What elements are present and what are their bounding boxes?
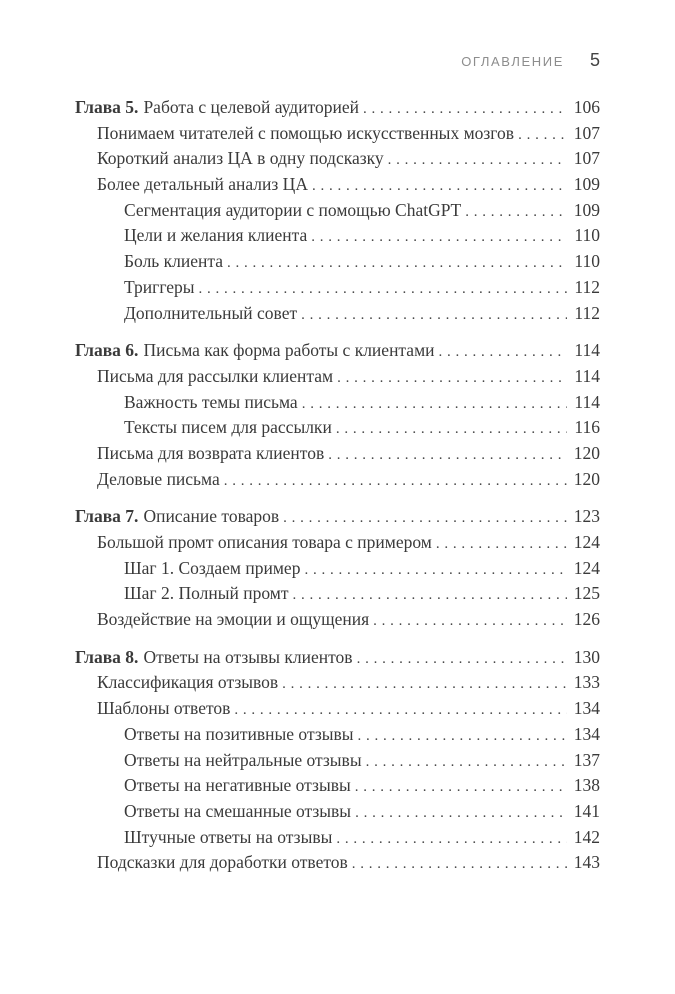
toc-chapter-entry (75, 645, 600, 671)
dot-leader (311, 223, 567, 251)
toc-entry-title: Боль клиента (124, 251, 224, 272)
toc-entry-page: 110 (574, 251, 600, 272)
dot-leader (373, 607, 567, 635)
toc-chapter-entry (75, 338, 600, 364)
toc-entry-page: 107 (573, 122, 600, 143)
toc-entry-page: 130 (573, 646, 600, 667)
toc-entry (75, 530, 600, 556)
toc-entry (75, 696, 600, 722)
dot-leader (328, 441, 567, 469)
dot-leader (518, 121, 567, 149)
toc-entry-title: Воздействие на эмоции и ощущения (97, 609, 370, 630)
toc-entry-title: Шаг 2. Полный промт (124, 583, 289, 604)
toc-entry-page: 120 (573, 442, 600, 463)
dot-leader (199, 275, 567, 303)
toc-section (75, 504, 600, 632)
toc-entry-page: 142 (573, 826, 600, 847)
toc-entry-page: 114 (574, 340, 600, 361)
dot-leader (366, 748, 567, 776)
dot-leader (224, 467, 567, 495)
chapter-title-text: Письма как форма работы с клиентами (143, 340, 435, 361)
toc-entry (75, 121, 600, 147)
toc-entry (75, 467, 600, 493)
toc-entry-page: 110 (574, 225, 600, 246)
toc-entry-page: 143 (573, 852, 600, 873)
dot-leader (363, 95, 567, 123)
toc-chapter-entry (75, 95, 600, 121)
toc-entry-page: 109 (573, 174, 600, 195)
toc-chapter-entry (75, 504, 600, 530)
toc (75, 95, 600, 876)
toc-entry (75, 748, 600, 774)
toc-entry (75, 441, 600, 467)
dot-leader (352, 850, 567, 878)
toc-section (75, 645, 600, 876)
toc-entry-title: Ответы на негативные отзывы (124, 775, 351, 796)
toc-entry-title: Шаг 1. Создаем пример (124, 557, 301, 578)
toc-entry-page: 138 (573, 775, 600, 796)
toc-entry (75, 670, 600, 696)
dot-leader (304, 556, 567, 584)
dot-leader (388, 146, 567, 174)
dot-leader (234, 696, 567, 724)
dot-leader (436, 530, 567, 558)
toc-entry-title: Короткий анализ ЦА в одну подсказку (97, 148, 384, 169)
toc-entry (75, 607, 600, 633)
toc-entry-page: 116 (574, 417, 600, 438)
toc-entry-title: Ответы на смешанные отзывы (124, 800, 352, 821)
dot-leader (358, 722, 567, 750)
dot-leader (336, 415, 567, 443)
chapter-title-text: Ответы на отзывы клиентов (143, 646, 353, 667)
dot-leader (337, 364, 567, 392)
toc-entry (75, 556, 600, 582)
chapter-number-label: Глава 5. (75, 97, 139, 117)
toc-entry-title: Ответы на нейтральные отзывы (124, 749, 362, 770)
toc-entry-title (75, 95, 359, 121)
toc-entry (75, 223, 600, 249)
dot-leader (301, 301, 567, 329)
toc-entry-title (75, 504, 279, 530)
running-head-title: ОГЛАВЛЕНИЕ (461, 54, 564, 69)
toc-entry-page: 133 (573, 672, 600, 693)
dot-leader (465, 198, 567, 226)
dot-leader (227, 249, 567, 277)
toc-entry-title: Большой промт описания товара с примером (97, 532, 432, 552)
toc-entry (75, 799, 600, 825)
toc-entry-title: Шаблоны ответов (97, 698, 231, 719)
dot-leader (355, 773, 567, 801)
toc-entry-page: 126 (573, 609, 600, 630)
toc-entry-title: Ответы на позитивные отзывы (124, 723, 354, 744)
toc-entry (75, 364, 600, 390)
toc-entry (75, 172, 600, 198)
dot-leader (439, 338, 567, 366)
dot-leader (283, 504, 567, 532)
toc-entry (75, 415, 600, 441)
toc-entry-page: 124 (573, 557, 600, 578)
toc-entry-page: 125 (573, 583, 600, 604)
toc-entry-page: 120 (573, 468, 600, 489)
toc-entry-title: Тексты писем для рассылки (124, 417, 332, 438)
toc-entry (75, 773, 600, 799)
toc-section (75, 338, 600, 492)
chapter-number-label: Глава 7. (75, 506, 139, 527)
toc-entry-title: Важность темы письма (124, 391, 298, 412)
toc-entry-page: 123 (573, 506, 600, 527)
toc-entry-title: Дополнительный совет (124, 302, 298, 323)
toc-entry-page: 109 (573, 199, 600, 220)
toc-entry-title (75, 338, 435, 364)
dot-leader (312, 172, 567, 200)
toc-entry (75, 581, 600, 607)
toc-entry (75, 146, 600, 172)
toc-entry (75, 249, 600, 275)
dot-leader (355, 799, 567, 827)
chapter-title-text: Описание товаров (143, 506, 280, 527)
toc-entry-title: Понимаем читателей с помощью искусственных мозгов (97, 122, 515, 143)
toc-entry-page: 106 (573, 97, 600, 117)
toc-entry-page: 114 (574, 365, 600, 386)
toc-entry-title: Триггеры (124, 276, 195, 297)
chapter-number-label: Глава 6. (75, 340, 139, 361)
toc-entry-page: 137 (573, 749, 600, 770)
toc-entry-page: 112 (574, 302, 600, 323)
toc-entry-page: 141 (573, 800, 600, 821)
running-head (461, 50, 600, 71)
chapter-number-label: Глава 8. (75, 646, 139, 667)
toc-entry (75, 301, 600, 327)
toc-entry (75, 390, 600, 416)
toc-entry-title: Деловые письма (97, 468, 220, 489)
toc-entry-page: 112 (574, 276, 600, 297)
toc-entry-title: Классификация отзывов (97, 672, 279, 693)
chapter-title-text: Работа с целевой аудиторией (143, 97, 359, 117)
toc-entry-title: Подсказки для доработки ответов (97, 852, 348, 873)
dot-leader (302, 390, 567, 418)
toc-entry-title (75, 645, 353, 671)
dot-leader (336, 825, 567, 853)
toc-entry-title: Письма для рассылки клиентам (97, 365, 334, 386)
toc-entry-page: 107 (573, 148, 600, 169)
running-head-page-number: 5 (589, 50, 600, 70)
dot-leader (282, 670, 567, 698)
toc-entry-title: Сегментация аудитории с помощью ChatGPT (124, 199, 462, 220)
toc-entry (75, 850, 600, 876)
toc-entry-title: Более детальный анализ ЦА (97, 174, 308, 195)
toc-entry-page: 124 (573, 532, 600, 552)
toc-entry-page: 114 (574, 391, 600, 412)
toc-entry (75, 198, 600, 224)
toc-entry-title: Штучные ответы на отзывы (124, 826, 333, 847)
dot-leader (292, 581, 567, 609)
toc-entry (75, 722, 600, 748)
dot-leader (357, 645, 567, 673)
toc-entry-title: Письма для возврата клиентов (97, 442, 325, 463)
toc-entry-page: 134 (573, 723, 600, 744)
toc-section (75, 95, 600, 326)
toc-entry-title: Цели и желания клиента (124, 225, 308, 246)
toc-entry (75, 275, 600, 301)
toc-entry (75, 825, 600, 851)
toc-entry-page: 134 (573, 698, 600, 719)
